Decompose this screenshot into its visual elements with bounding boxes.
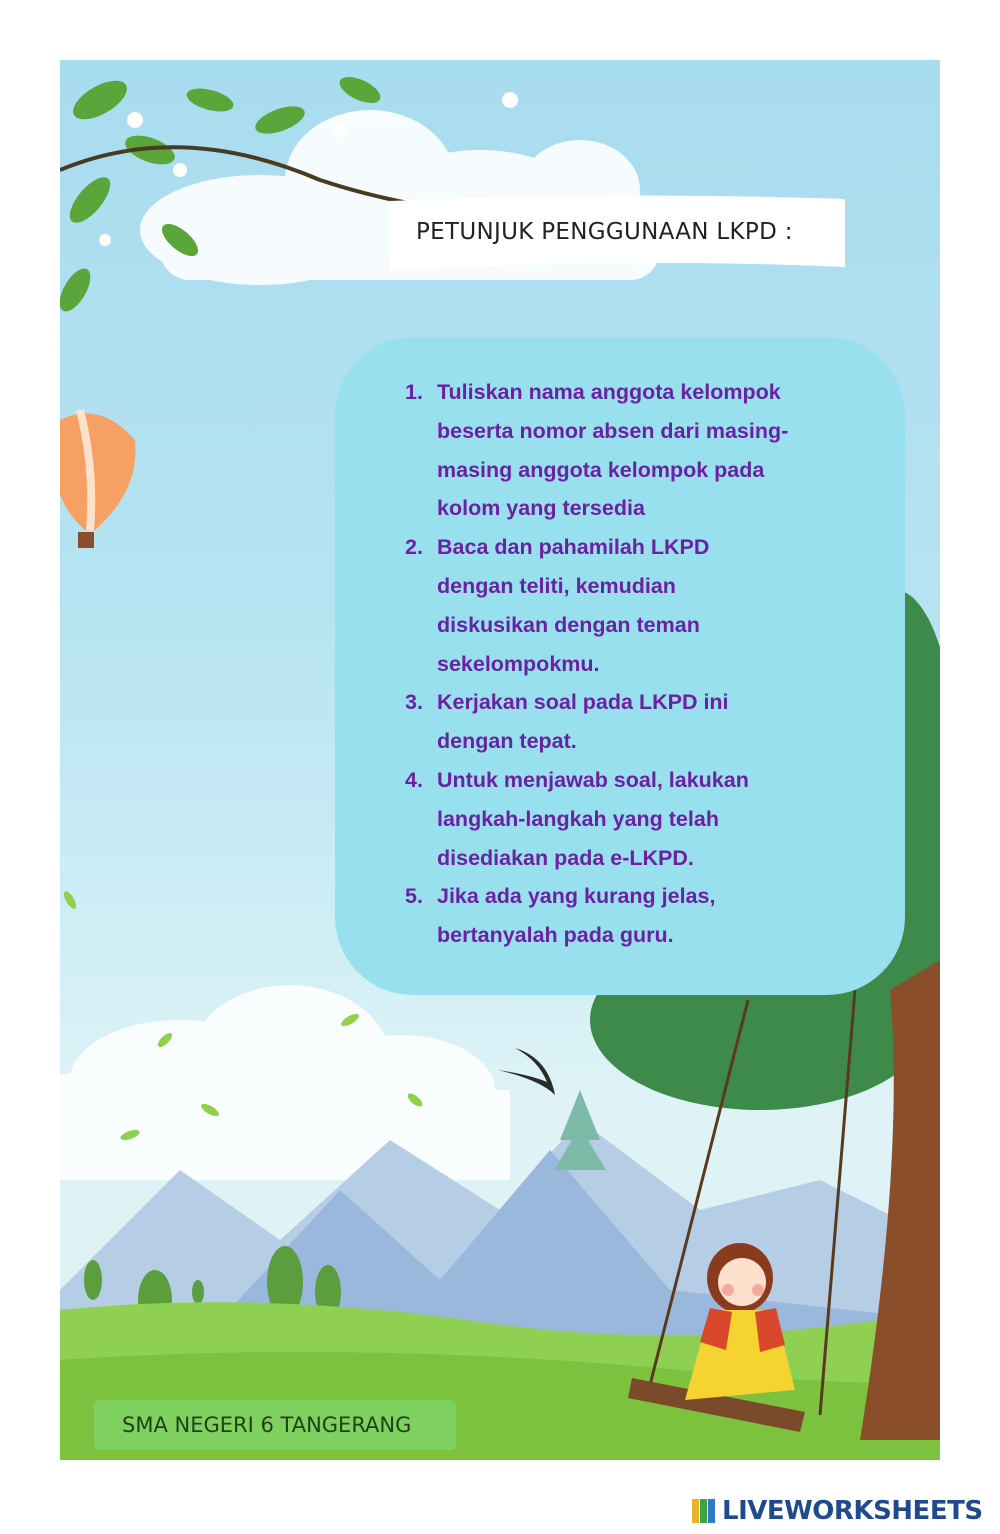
instruction-item [405, 683, 885, 761]
instruction-line: bertanyalah pada guru. [437, 923, 674, 948]
instruction-line: dengan teliti, kemudian [437, 573, 676, 598]
instruction-number: 3. [405, 690, 423, 715]
instruction-line: sekelompokmu. [437, 651, 600, 676]
instructions-list [405, 373, 885, 955]
instruction-line: masing anggota kelompok pada [437, 457, 765, 482]
instruction-number: 5. [405, 884, 423, 909]
instruction-number: 2. [405, 535, 423, 560]
instruction-item [405, 373, 885, 528]
instruction-line: disediakan pada e-LKPD. [437, 845, 694, 870]
instruction-line: Kerjakan soal pada LKPD ini [437, 690, 729, 715]
instruction-number: 4. [405, 767, 423, 792]
page-title: PETUNJUK PENGGUNAAN LKPD : [416, 219, 793, 245]
instruction-item [405, 528, 885, 683]
liveworksheets-logo [692, 1494, 983, 1528]
instruction-item [405, 761, 885, 877]
instructions-box [335, 337, 905, 995]
title-banner [390, 195, 845, 271]
school-name: SMA NEGERI 6 TANGERANG [122, 1413, 412, 1437]
instruction-line: beserta nomor absen dari masing- [437, 418, 789, 443]
instruction-line: Baca dan pahamilah LKPD [437, 535, 710, 560]
instruction-line: dengan tepat. [437, 729, 577, 754]
instruction-line: langkah-langkah yang telah [437, 806, 719, 831]
instruction-line: kolom yang tersedia [437, 496, 645, 521]
instruction-line: Untuk menjawab soal, lakukan [437, 767, 749, 792]
instruction-line: Jika ada yang kurang jelas, [437, 884, 716, 909]
instruction-item [405, 877, 885, 955]
school-label [94, 1400, 456, 1450]
brand-name: LIVEWORKSHEETS [722, 1496, 983, 1526]
worksheet-page [60, 60, 940, 1460]
instruction-line: Tuliskan nama anggota kelompok [437, 380, 781, 404]
liveworksheets-icon [692, 1499, 716, 1523]
instruction-line: diskusikan dengan teman [437, 612, 700, 637]
instruction-number: 1. [405, 380, 423, 404]
